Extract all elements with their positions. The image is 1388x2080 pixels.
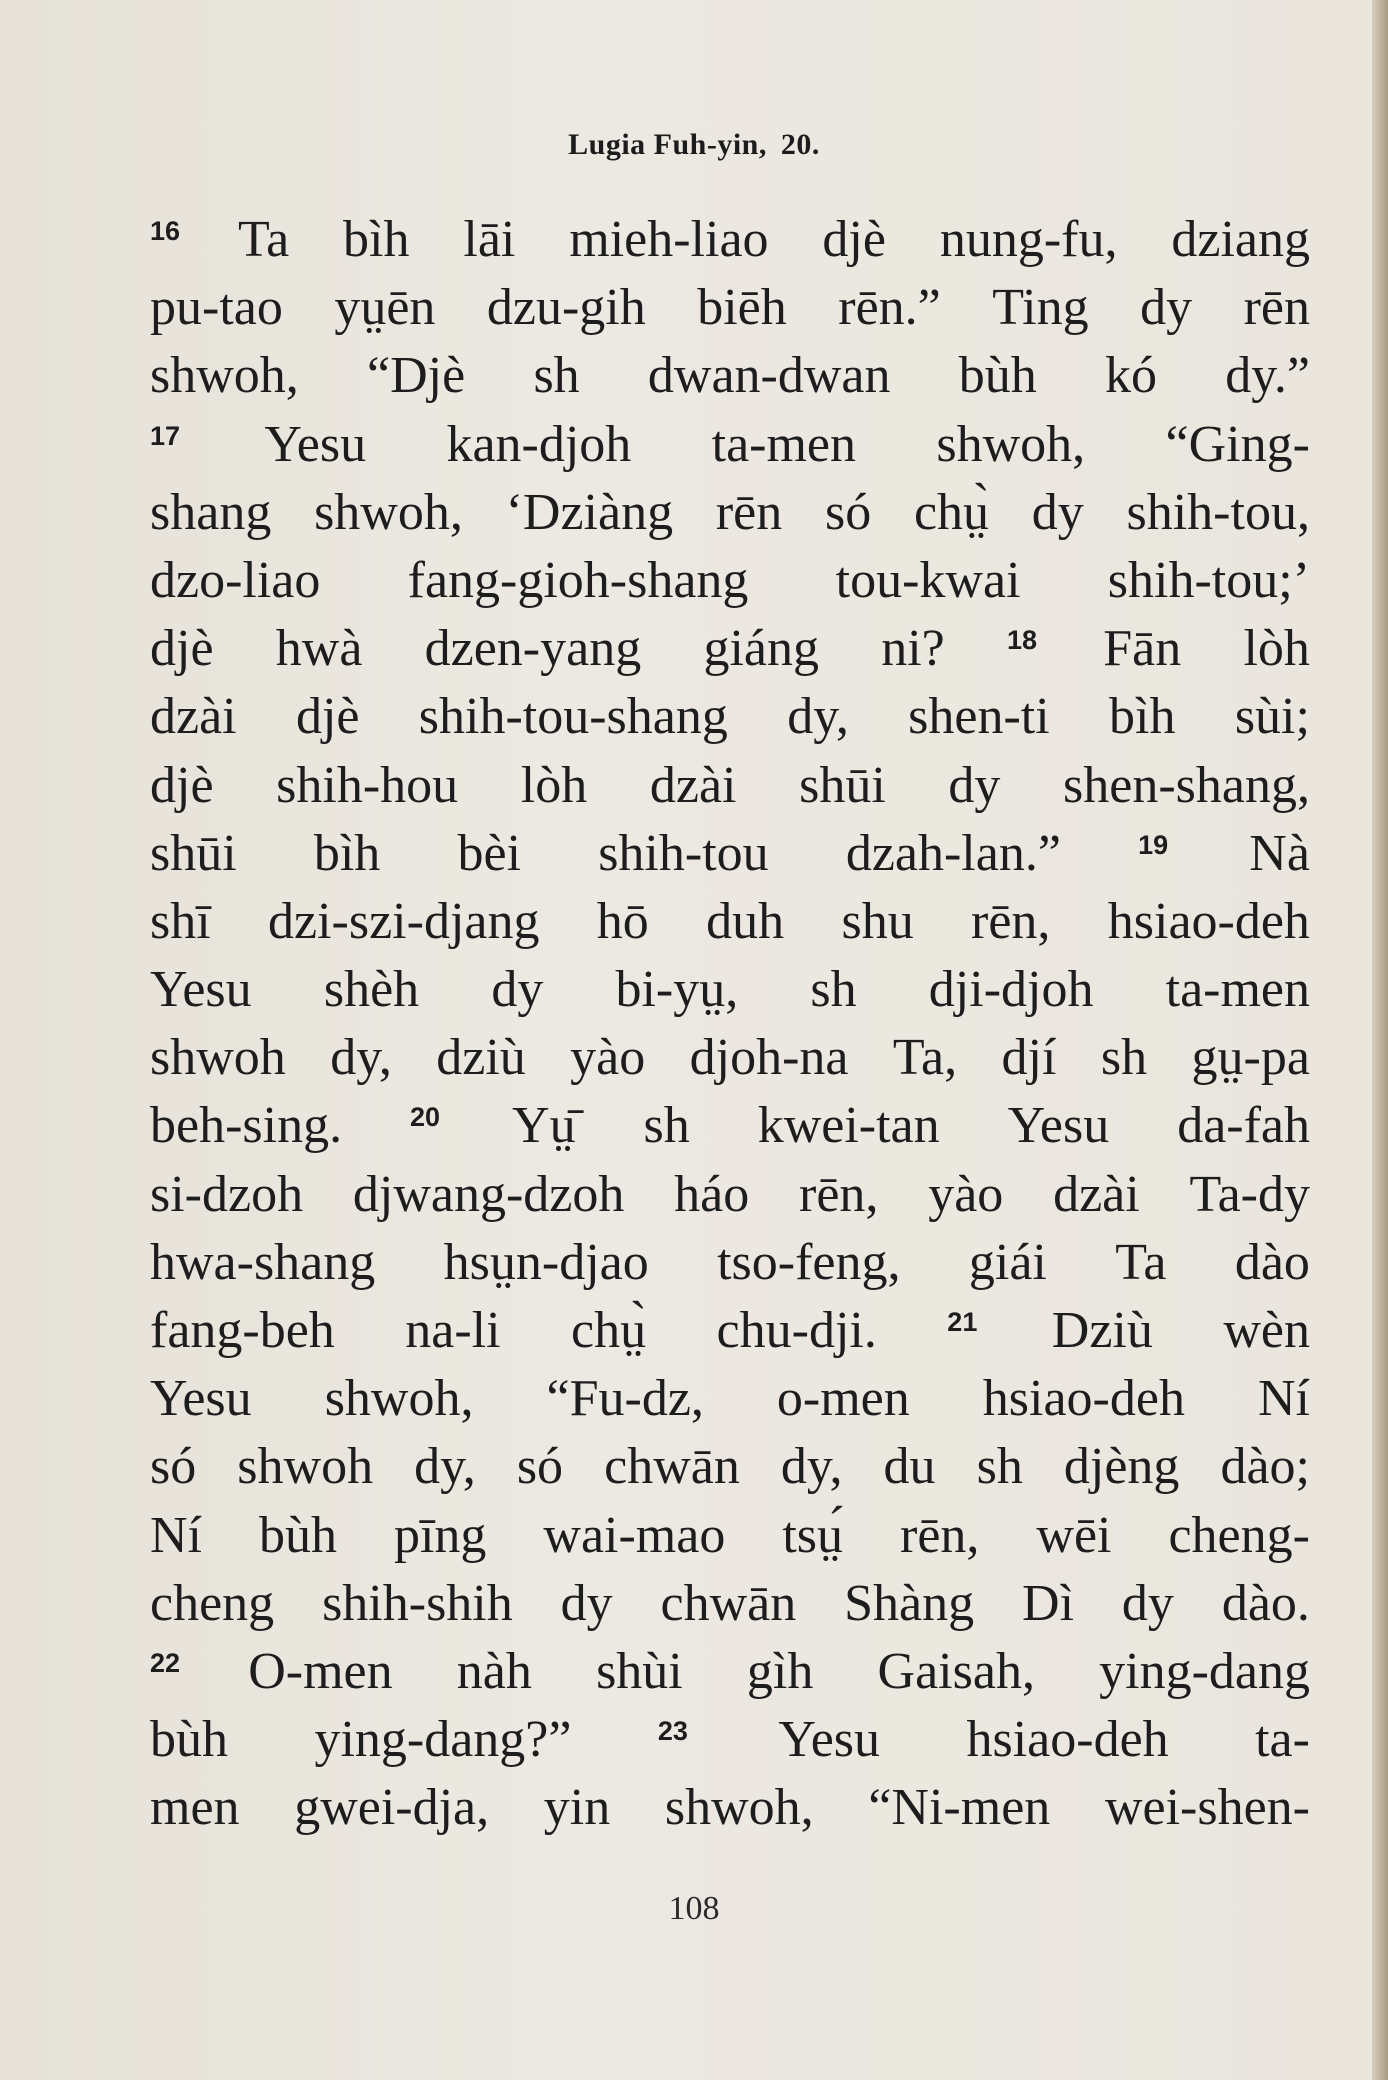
- word: wai-mao: [543, 1506, 726, 1564]
- word: dy,: [414, 1438, 476, 1496]
- word: hwà: [275, 620, 363, 678]
- word: si-dzoh: [150, 1165, 304, 1223]
- word: yào: [570, 1029, 646, 1087]
- word: dy: [1121, 1574, 1174, 1632]
- word: ta-men: [711, 415, 857, 473]
- word: chṳ̀: [913, 483, 990, 541]
- page-number: 108: [668, 1890, 720, 1927]
- word: dy: [1140, 279, 1193, 337]
- running-header: [0, 128, 1388, 162]
- word: hwa-shang: [150, 1233, 376, 1291]
- word: O-men: [248, 1642, 393, 1700]
- word: tsṳ́: [782, 1506, 844, 1564]
- word: Ní: [1257, 1370, 1310, 1428]
- word: Dziù: [1051, 1302, 1153, 1359]
- word: shih-tou,: [1126, 483, 1310, 541]
- word: Ta: [1115, 1233, 1167, 1291]
- scripture-text: [150, 206, 1310, 1843]
- word: pu-tao: [150, 279, 283, 337]
- text-line: [150, 683, 1310, 751]
- text-line: [150, 1365, 1310, 1433]
- word: shùi: [596, 1642, 683, 1700]
- word: da-fah: [1177, 1097, 1310, 1155]
- text-line: [150, 956, 1310, 1024]
- word: dy: [560, 1574, 613, 1632]
- word: o-men: [776, 1370, 910, 1428]
- word: chṳ̀: [571, 1302, 647, 1359]
- word: dào;: [1220, 1438, 1310, 1496]
- word: Ní: [150, 1506, 202, 1564]
- word: cheng: [150, 1574, 275, 1632]
- word: gìh: [746, 1642, 814, 1700]
- word: dzài: [1053, 1165, 1140, 1223]
- word: dzo-liao: [150, 551, 321, 609]
- word: hsiao-deh: [982, 1370, 1185, 1428]
- word: dy: [1031, 483, 1084, 541]
- word: ying-dang: [1099, 1642, 1310, 1700]
- word: Yesu: [778, 1711, 881, 1769]
- word: rēn,: [971, 892, 1051, 950]
- word: mieh-liao: [569, 211, 769, 268]
- word: dzi-szi-djang: [268, 892, 540, 950]
- word: shih-shih: [322, 1574, 513, 1632]
- word: hsiao-deh: [966, 1711, 1169, 1769]
- word: ta-men: [1165, 961, 1310, 1019]
- word: Shàng: [844, 1574, 975, 1632]
- word: djè: [150, 620, 214, 678]
- word: dy,: [787, 688, 849, 746]
- word: hō: [596, 892, 649, 950]
- word: shwoh,: [150, 347, 299, 405]
- word: wèn: [1223, 1302, 1310, 1359]
- text-line: [150, 820, 1310, 888]
- word: shèh: [323, 961, 420, 1019]
- word: wēi: [1036, 1506, 1112, 1564]
- word: shwoh,: [314, 483, 463, 541]
- word: dzài: [649, 756, 737, 814]
- word: shih-tou: [598, 824, 769, 882]
- word: dy.”: [1225, 347, 1310, 405]
- word: rēn.”: [838, 279, 941, 337]
- word: beh-sing.: [150, 1097, 343, 1155]
- word: kó: [1104, 347, 1157, 405]
- word: bìh: [1109, 688, 1176, 746]
- word: háo: [674, 1165, 750, 1223]
- text-line: [150, 888, 1310, 956]
- text-line: [150, 1161, 1310, 1229]
- word: yin: [543, 1779, 611, 1837]
- word: Ta,: [892, 1029, 958, 1087]
- text-line: [150, 1024, 1310, 1092]
- word: dy: [491, 961, 544, 1019]
- text-line: [150, 274, 1310, 342]
- word: yào: [928, 1165, 1004, 1223]
- word: shen-ti: [908, 688, 1050, 746]
- word: bèi: [457, 824, 522, 882]
- word: Yesu: [150, 961, 252, 1019]
- word: duh: [706, 892, 785, 950]
- word: djè: [822, 211, 886, 268]
- word: rēn,: [900, 1506, 980, 1564]
- word: bìh: [313, 824, 381, 882]
- chapter-number: 20.: [780, 128, 820, 161]
- word: gṳ-pa: [1191, 1029, 1310, 1087]
- text-line: [150, 752, 1310, 820]
- word: dào: [1234, 1233, 1310, 1291]
- word: shih-tou-shang: [418, 688, 728, 746]
- verse-number: 16: [150, 216, 181, 246]
- word: djí: [1001, 1029, 1057, 1087]
- text-line: [150, 411, 1310, 479]
- word: dziang: [1171, 211, 1310, 268]
- word: dji-djoh: [928, 961, 1094, 1019]
- word: bùh: [150, 1711, 228, 1769]
- verse-number: 21: [947, 1307, 978, 1337]
- text-line: [150, 1570, 1310, 1638]
- word: dwan-dwan: [647, 347, 891, 405]
- word: shwoh: [150, 1029, 286, 1087]
- word: sùi;: [1234, 688, 1310, 746]
- text-line: [150, 1433, 1310, 1501]
- verse-number: 18: [1006, 625, 1038, 656]
- word: djè: [150, 756, 214, 814]
- word: men: [150, 1779, 240, 1837]
- word: nung-fu,: [939, 211, 1118, 268]
- word: lòh: [520, 756, 588, 814]
- word: hsṳn-djao: [443, 1233, 649, 1291]
- text-line: [150, 547, 1310, 615]
- text-line: [150, 1092, 1310, 1160]
- text-line: [150, 1297, 1310, 1365]
- word: shūi: [150, 824, 237, 882]
- word: shih-hou: [276, 756, 459, 814]
- word: shwoh,: [324, 1370, 474, 1428]
- word: tso-feng,: [717, 1233, 901, 1291]
- word: ta-: [1255, 1711, 1310, 1769]
- word: gwei-dja,: [294, 1779, 490, 1837]
- word: biēh: [697, 279, 787, 337]
- word: dzen-yang: [424, 620, 642, 678]
- word: shih-tou;’: [1107, 551, 1310, 609]
- word: bùh: [958, 347, 1037, 405]
- word: dy: [948, 756, 1001, 814]
- word: wei-shen-: [1104, 1779, 1310, 1837]
- text-line: [150, 479, 1310, 547]
- word: Yesu: [1007, 1097, 1110, 1155]
- text-line: [150, 1706, 1310, 1774]
- word: só: [824, 483, 872, 541]
- word: “Ging-: [1165, 415, 1310, 473]
- word: só: [516, 1438, 564, 1496]
- word: fang-gioh-shang: [407, 551, 749, 609]
- word: “Fu-dz,: [546, 1370, 704, 1428]
- word: djèng: [1063, 1438, 1180, 1496]
- text-line: [150, 1638, 1310, 1706]
- word: Yesu: [150, 1370, 252, 1428]
- word: ni?: [881, 620, 945, 678]
- word: chwān: [660, 1574, 797, 1632]
- word: cheng-: [1168, 1506, 1310, 1564]
- word: dào.: [1221, 1574, 1310, 1632]
- word: lòh: [1243, 620, 1310, 678]
- verse-number: 23: [657, 1716, 688, 1747]
- word: bùh: [258, 1506, 337, 1564]
- word: chu-dji.: [716, 1302, 877, 1359]
- word: rēn: [1243, 279, 1310, 337]
- verse-number: 22: [150, 1647, 181, 1678]
- verse-number: 20: [410, 1102, 441, 1133]
- book-title: Lugia Fuh-yin,: [568, 128, 767, 161]
- word: hsiao-deh: [1107, 892, 1310, 950]
- word: ying-dang?”: [314, 1711, 572, 1769]
- word: Yṳ̄: [512, 1097, 576, 1155]
- word: “Ni-men: [868, 1779, 1051, 1837]
- text-line: [150, 1229, 1310, 1297]
- verse-number: 17: [150, 420, 181, 451]
- word: dy,: [330, 1029, 392, 1087]
- word: bi-yṳ,: [615, 961, 739, 1019]
- word: djwang-dzoh: [352, 1165, 625, 1223]
- word: sh: [1100, 1029, 1148, 1087]
- word: Fān: [1103, 620, 1182, 678]
- word: shwoh: [237, 1438, 374, 1496]
- word: sh: [533, 347, 580, 405]
- word: nàh: [456, 1642, 532, 1700]
- verse-number: 19: [1138, 829, 1169, 860]
- word: Ting: [992, 279, 1089, 337]
- word: fang-beh: [150, 1302, 335, 1359]
- word: na-li: [405, 1302, 501, 1359]
- word: djè: [295, 688, 360, 746]
- word: Ta-dy: [1189, 1165, 1310, 1223]
- word: shī: [150, 892, 211, 950]
- word: sh: [810, 961, 857, 1019]
- word: kwei-tan: [757, 1097, 940, 1155]
- word: só: [150, 1438, 197, 1496]
- word: Nà: [1249, 824, 1310, 882]
- word: “Djè: [367, 347, 466, 405]
- word: giái: [968, 1233, 1047, 1291]
- word: du: [883, 1438, 936, 1496]
- word: rēn,: [799, 1165, 879, 1223]
- word: shu: [841, 892, 914, 950]
- word: lāi: [463, 211, 516, 268]
- word: shwoh,: [664, 1779, 814, 1837]
- text-line: [150, 342, 1310, 410]
- word: shūi: [799, 756, 886, 814]
- word: dzu-gih: [486, 279, 646, 337]
- text-line: [150, 1502, 1310, 1570]
- word: tou-kwai: [835, 551, 1021, 609]
- word: pīng: [393, 1506, 487, 1564]
- word: Yesu: [264, 415, 367, 473]
- word: sh: [976, 1438, 1023, 1496]
- word: dziù: [436, 1029, 526, 1087]
- word: Gaisah,: [877, 1642, 1035, 1700]
- word: shen-shang,: [1063, 756, 1310, 814]
- word: shang: [150, 483, 272, 541]
- word: rēn: [715, 483, 783, 541]
- word: djoh-na: [689, 1029, 849, 1087]
- word: sh: [643, 1097, 690, 1155]
- word: dy,: [780, 1438, 843, 1496]
- word: Ta: [237, 211, 290, 268]
- word: ‘Dziàng: [505, 483, 674, 541]
- text-line: [150, 1774, 1310, 1842]
- word: giáng: [703, 620, 819, 678]
- word: Dì: [1022, 1574, 1075, 1632]
- word: dzah-lan.”: [845, 824, 1061, 882]
- text-line: [150, 615, 1310, 683]
- word: yṳēn: [334, 279, 436, 337]
- word: shwoh,: [936, 415, 1086, 473]
- word: bìh: [343, 211, 410, 268]
- page-edge: [1372, 0, 1388, 2080]
- word: kan-djoh: [446, 415, 632, 473]
- word: chwān: [604, 1438, 740, 1496]
- text-line: [150, 206, 1310, 274]
- word: dzài: [150, 688, 237, 746]
